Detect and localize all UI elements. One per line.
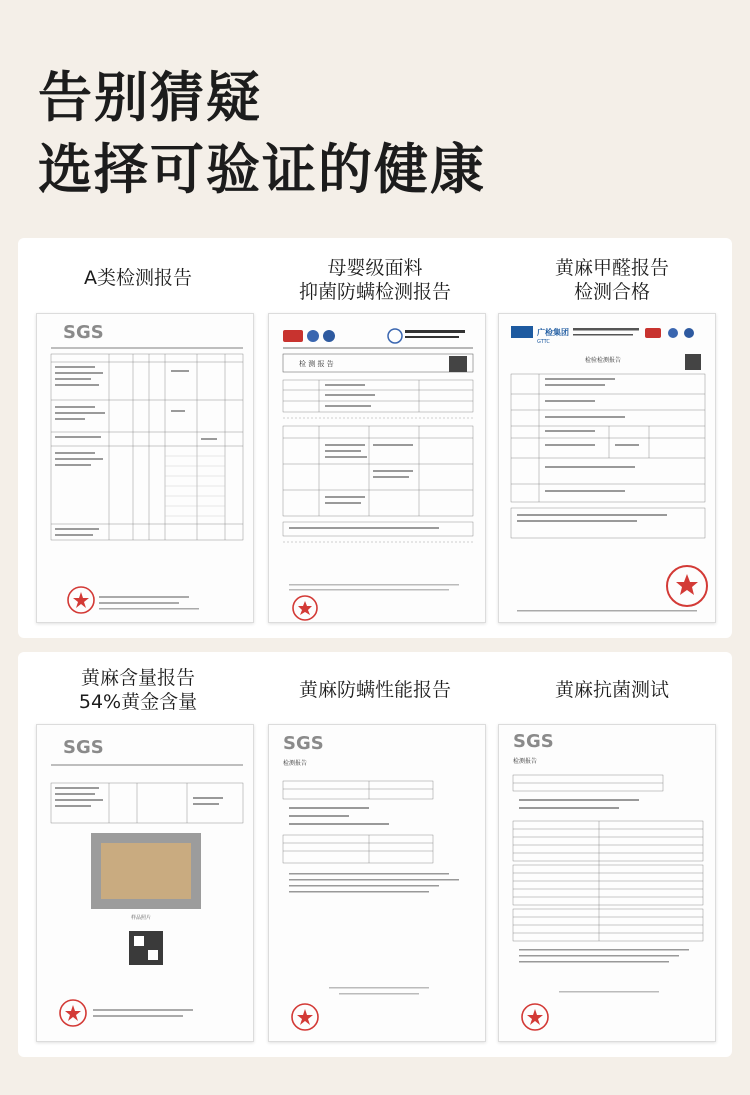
title-line: A类检测报告	[84, 267, 192, 289]
svg-text:GTTC: GTTC	[537, 339, 550, 345]
title-a-class-report	[28, 266, 248, 290]
title-line: 检测合格	[573, 281, 650, 303]
sgs-content-report-document	[36, 724, 254, 1042]
headline-line-1: 告别猜疑	[38, 66, 262, 129]
gttc-report-title: 检验检测报告	[585, 357, 622, 364]
title-line: 黄麻防螨性能报告	[298, 679, 451, 701]
sgs-logo: SGS	[63, 737, 104, 758]
title-formaldehyde-report	[502, 256, 722, 304]
gttc-logo: 广检集团	[537, 328, 569, 337]
title-antibacterial-test	[502, 678, 722, 702]
svg-text:检测报告: 检测报告	[513, 758, 538, 765]
qr-code-icon	[685, 354, 701, 370]
sgs-antimite-report-document	[268, 724, 486, 1042]
gttc-report-document	[498, 313, 716, 623]
qr-code-icon	[449, 356, 467, 372]
title-antimite-report	[265, 678, 485, 702]
report-panel-bottom	[18, 652, 732, 1057]
title-line: 黄麻抗菌测试	[554, 679, 669, 701]
sgs-logo: SGS	[63, 322, 104, 343]
headline-line-2: 选择可验证的健康	[38, 138, 486, 201]
title-antibacterial-report	[265, 256, 485, 304]
report-panel-top	[18, 238, 732, 638]
sgs-logo: SGS	[283, 733, 324, 754]
title-line: 黄麻甲醛报告	[554, 257, 669, 279]
svg-text:检测报告: 检测报告	[283, 760, 308, 767]
sgs-antibacterial-report-document	[498, 724, 716, 1042]
svg-text:样品照片: 样品照片	[131, 915, 152, 921]
title-line: 母婴级面料	[327, 257, 423, 279]
title-jute-content-report	[28, 666, 248, 714]
title-line: 黄麻含量报告	[80, 667, 195, 689]
title-line: 54%黄金含量	[78, 691, 198, 713]
sgs-logo: SGS	[513, 731, 554, 752]
sgs-report-document	[36, 313, 254, 623]
headline	[38, 62, 486, 206]
jiangsu-report-title: 检 测 报 告	[299, 360, 334, 368]
title-line: 抑菌防螨检测报告	[298, 281, 451, 303]
jiangsu-report-document	[268, 313, 486, 623]
